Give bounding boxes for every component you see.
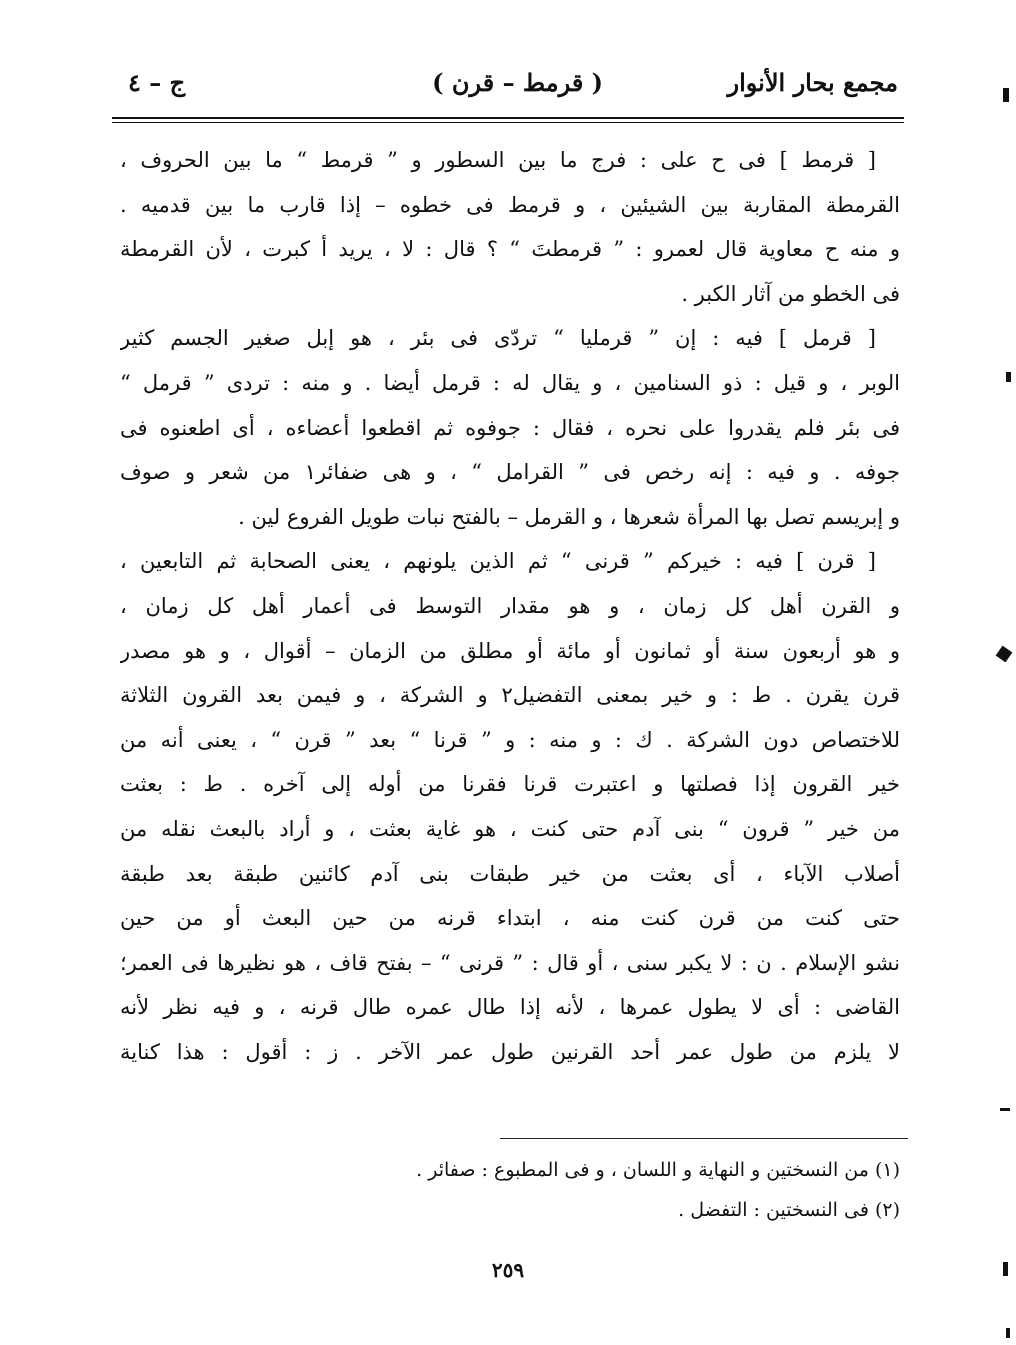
text-line: أصلاب الآباء ، أى بعثت من خير طبقات بنى آدم كائنين طبقة بعد طبقة [120,861,900,886]
text-line: فى بئر فلم يقدروا على نحره ، فقال : جوفوه ثم اقطعوا أعضاءه ، أى اطعنوه فى [120,415,900,440]
footnotes [120,1150,900,1230]
footnote-rule [500,1138,908,1139]
volume-number: ج – ٤ [128,68,186,97]
footnote: (١) من النسختين و النهاية و اللسان ، و فى المطبوع : صفائر . [416,1159,900,1181]
text-line: لا يلزم من طول عمر أحد القرنين طول عمر الآخر . ز : أقول : هذا كناية [120,1039,900,1064]
header-rule-thin [112,122,904,123]
text-line: القاضى : أى لا يطول عمرها ، لأنه إذا طال عمره طال قرنه ، و فيه نظر لأنه [120,995,900,1020]
text-line: [ قرن ] فيه : خيركم ” قرنى “ ثم الذين يلونهم ، يعنى الصحابة ثم التابعين ، [120,549,876,574]
scan-edge-mark [1000,1108,1010,1111]
text-line: و القرن أهل كل زمان ، و هو مقدار التوسط فى أعمار أهل كل زمان ، [120,593,900,618]
text-line: و هو أربعون سنة أو ثمانون أو مائة أو مطلق من الزمان – أقوال ، و هو مصدر [120,638,900,663]
text-line: خير القرون إذا فصلتها و اعتبرت قرنا فقرنا من أوله إلى آخره . ط : بعثت [120,772,900,797]
main-text [120,138,900,1074]
scan-edge-mark [1006,372,1011,382]
text-line: فى الخطو من آثار الكبر . [681,281,900,306]
text-line: قرن يقرن . ط : و خير بمعنى التفضيل٢ و الشركة ، و فيمن بعد القرون الثلاثة [120,683,900,708]
scan-edge-mark [996,646,1013,663]
text-line: [ قرمل ] فيه : إن ” قرمليا “ تردّى فى بئر ، هو إبل صغير الجسم كثير [120,326,876,351]
text-line: للاختصاص دون الشركة . ك : و منه : و ” قرنا “ بعد ” قرن “ ، يعنى أنه من [120,727,900,752]
book-title: مجمع بحار الأنوار [727,68,898,97]
header-rule [112,117,904,119]
text-line: الوبر ، و قيل : ذو السنامين ، و يقال له : قرمل أيضا . و منه : تردى ” قرمل “ [120,370,900,395]
scan-edge-mark [1003,88,1009,102]
text-line: القرمطة المقاربة بين الشيئين ، و قرمط فى خطوه – إذا قارب ما بين قدميه . [120,192,900,217]
text-line: [ قرمط ] فى ح على : فرج ما بين السطور و ” قرمط “ ما بين الحروف ، [120,148,876,172]
entry-range: ( قرمط – قرن ) [432,68,603,97]
scan-edge-mark [1006,1328,1010,1338]
text-line: حتى كنت من قرن كنت منه ، ابتداء قرنه من حين البعث أو من حين [120,906,900,931]
scan-edge-mark [1003,1262,1008,1276]
page-number: ٢٥٩ [491,1258,525,1282]
text-line: جوفه . و فيه : إنه رخص فى ” القرامل “ ، و هى ضفائر١ من شعر و صوف [120,460,900,485]
page-header [118,60,898,108]
text-line: نشو الإسلام . ن : لا يكبر سنى ، أو قال : ” قرنى “ – بفتح قاف ، هو نظيرها فى العمر؛ [120,950,900,975]
text-line: و منه ح معاوية قال لعمرو : ” قرمطتَ “ ؟ قال : لا ، يريد أ كبرت ، لأن القرمطة [120,237,900,262]
text-line: من خير ” قرون “ بنى آدم حتى كنت ، هو غاية بعثت ، و أراد بالبعث نقله من [120,816,900,841]
text-line: و إبريسم تصل بها المرأة شعرها ، و القرمل – بالفتح نبات طويل الفروع لين . [238,504,900,529]
footnote: (٢) فى النسختين : التفضل . [678,1199,900,1221]
